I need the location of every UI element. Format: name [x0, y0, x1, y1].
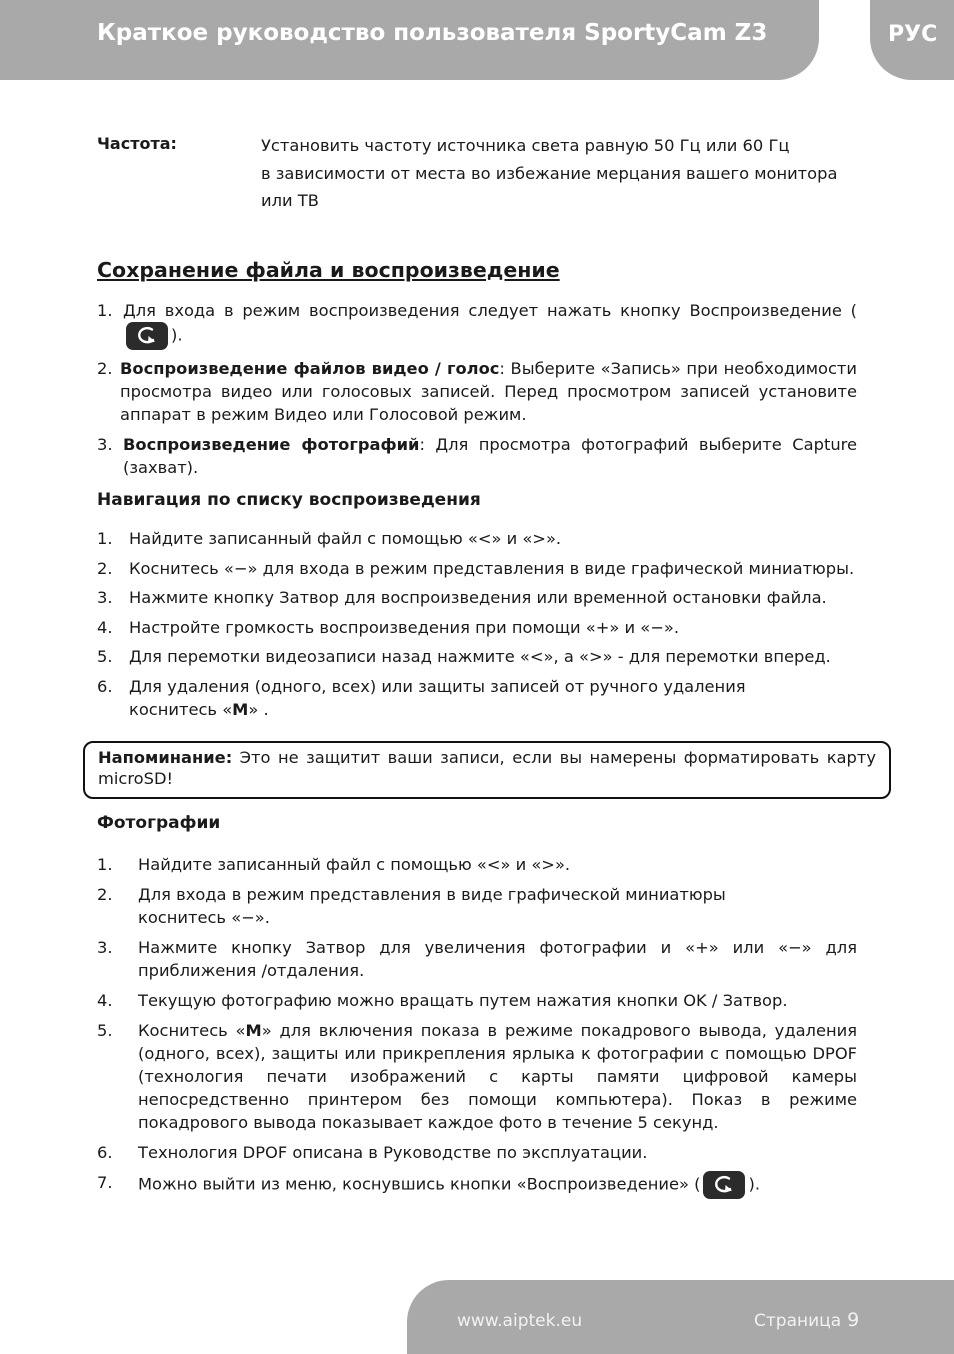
list-item — [97, 586, 857, 609]
item-number: 6. — [97, 1143, 113, 1162]
item-text: Нажмите кнопку Затвор для увеличения фотографии и «+» или «−» для приближения /отдаления. — [138, 938, 857, 980]
item-number: 4. — [97, 991, 113, 1010]
m-key-label: M — [232, 699, 249, 719]
item-text-end: ). — [748, 1174, 761, 1194]
item-number: 4. — [97, 617, 113, 637]
footer-bar — [407, 1280, 954, 1354]
item-text: Можно выйти из меню, коснувшись кнопки «Воспроизведение» ( — [138, 1174, 701, 1194]
playback-button-icon — [126, 322, 168, 350]
item-text: Нажмите кнопку Затвор для воспроизведения или временной остановки файла. — [129, 588, 827, 607]
item-number: 2. — [97, 885, 113, 904]
list-item — [97, 1019, 857, 1134]
list-item — [97, 989, 857, 1012]
item-text: Для перемотки видеозаписи назад нажмите «<», а «>» - для перемотки вперед. — [129, 647, 831, 666]
list-item — [97, 883, 857, 929]
page-indicator — [754, 1309, 859, 1331]
item-number: 1. — [97, 301, 113, 320]
list-item — [97, 527, 857, 550]
page-label: Страница — [754, 1311, 842, 1331]
item-number: 2. — [97, 359, 113, 378]
m-key-label: M — [245, 1021, 262, 1040]
item-number: 5. — [97, 1021, 113, 1040]
photos-list — [97, 853, 857, 1199]
item-text: : Выберите «Запись» при необходимости просмотра видео или голосовых записей. Перед просмотром записей установите аппарат в режим Видео или Голосовой режим. — [120, 359, 857, 424]
item-number: 6. — [97, 676, 113, 696]
item-text: Для удаления (одного, всех) или защиты записей от ручного удаления — [129, 676, 746, 696]
list-item — [97, 645, 857, 668]
list-item — [97, 557, 857, 580]
list-item — [97, 616, 857, 639]
item-number: 2. — [97, 558, 113, 578]
playback-list — [97, 299, 857, 486]
item-number: 3. — [97, 435, 113, 454]
item-text: Текущую фотографию можно вращать путем нажатия кнопки OK / Затвор. — [138, 991, 788, 1010]
frequency-description — [261, 132, 861, 215]
section-title-photos: Фотографии — [97, 813, 221, 833]
list-item — [97, 1141, 857, 1164]
item-text: Настройте громкость воспроизведения при помощи «+» и «−». — [129, 617, 680, 637]
item-lead: Воспроизведение файлов видео / голос — [120, 359, 500, 378]
list-item — [97, 433, 857, 479]
item-text-end: » . — [248, 699, 269, 719]
frequency-line-3: или ТВ — [261, 191, 319, 210]
list-item — [97, 853, 857, 876]
item-number: 3. — [97, 588, 113, 607]
header-bar — [0, 0, 819, 80]
reminder-box — [83, 741, 891, 799]
item-text: : Для просмотра фотографий выберите Capture (захват). — [123, 435, 857, 477]
list-item — [97, 357, 857, 426]
language-tab — [870, 0, 954, 80]
list-item — [97, 299, 857, 350]
section-title-navigation: Навигация по списку воспроизведения — [97, 490, 481, 510]
navigation-list — [97, 527, 857, 721]
item-text-line2: коснитесь «−». — [138, 908, 270, 927]
list-item — [97, 675, 857, 721]
language-label: РУС — [888, 22, 938, 47]
item-text: Коснитесь « — [138, 1021, 246, 1040]
item-lead: Воспроизведение фотографий — [123, 435, 420, 454]
frequency-line-1: Установить частоту источника света равную 50 Гц или 60 Гц — [261, 136, 790, 155]
frequency-line-2: в зависимости от места во избежание мерцания вашего монитора — [261, 163, 838, 183]
item-text: Коснитесь «−» для входа в режим представления в виде графической миниатюры. — [129, 558, 855, 578]
item-number: 3. — [97, 938, 113, 957]
item-text-line2: коснитесь « — [129, 699, 233, 719]
item-number: 1. — [97, 855, 113, 874]
list-item — [97, 936, 857, 982]
reminder-label: Напоминание: — [98, 748, 233, 767]
section-title-playback: Сохранение файла и воспроизведение — [97, 258, 560, 282]
frequency-label: Частота: — [97, 134, 177, 153]
page-number: 9 — [847, 1309, 860, 1331]
document-title: Краткое руководство пользователя SportyCam Z3 — [97, 20, 768, 46]
item-text: Найдите записанный файл с помощью «<» и «>». — [129, 529, 562, 548]
item-number: 5. — [97, 647, 113, 666]
playback-button-icon — [703, 1171, 745, 1199]
reminder-text: Это не защитит ваши записи, если вы намерены форматировать карту microSD! — [98, 748, 876, 788]
item-text-end: » для включения показа в режиме покадрового вывода, удаления (одного, всех), защиты или прикрепления ярлыка к фотографии с помощью DPOF (технология печати изображений с карты памяти цифровой камеры непосредственно принтером без помощи компьютера). Показ в режиме покадрового вывода показывает каждое фото в течение 5 секунд. — [138, 1021, 857, 1132]
item-text: Найдите записанный файл с помощью «<» и «>». — [138, 855, 571, 874]
list-item — [97, 1171, 857, 1199]
item-text: Технология DPOF описана в Руководстве по эксплуатации. — [138, 1143, 648, 1162]
item-text: Для входа в режим представления в виде графической миниатюры — [138, 885, 726, 904]
item-number: 1. — [97, 529, 113, 548]
item-number: 7. — [97, 1173, 113, 1192]
item-text-end: ). — [171, 325, 183, 345]
website-link[interactable]: www.aiptek.eu — [457, 1311, 583, 1331]
item-text: Для входа в режим воспроизведения следует нажать кнопку Воспроизведение ( — [123, 301, 857, 320]
